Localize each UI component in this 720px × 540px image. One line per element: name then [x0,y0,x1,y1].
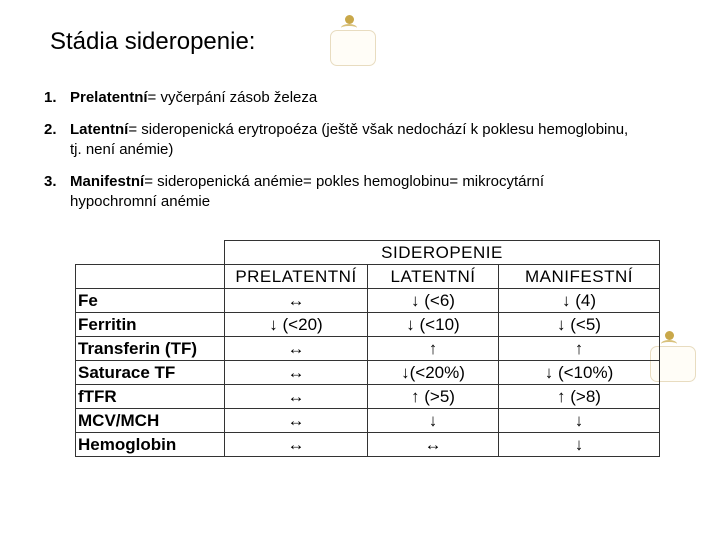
table-cell: ↓ (4) [499,289,660,313]
table-cell: ↔ [225,361,368,385]
empty-cell [76,265,225,289]
column-header: MANIFESTNÍ [499,265,660,289]
table-cell: ↑ [499,337,660,361]
list-item [44,88,630,108]
list-item [44,120,630,160]
table-cell: ↓ [499,433,660,457]
sideropenia-table [75,240,660,457]
row-label: Ferritin [76,313,225,337]
row-label: Hemoglobin [76,433,225,457]
table-cell: ↓ [368,409,499,433]
list-term: Latentní [70,121,129,138]
list-term: Prelatentní [70,89,148,106]
table-cell: ↓ (<20) [225,313,368,337]
column-header: LATENTNÍ [368,265,499,289]
row-label: MCV/MCH [76,409,225,433]
list-term: Manifestní [70,173,145,190]
table-cell: ↔ [368,433,499,457]
list-text: = vyčerpání zásob železa [147,89,318,106]
table-cell: ↓ (<5) [499,313,660,337]
list-text: = sideropenická erytropoéza (ještě však nedochází k poklesu hemoglobinu, tj. není anémie) [70,121,629,158]
table-cell: ↓(<20%) [368,361,499,385]
table-cell: ↔ [225,289,368,313]
table-cell: ↑ (>8) [499,385,660,409]
table-cell: ↑ [368,337,499,361]
table-cell: ↓ (<10%) [499,361,660,385]
table-cell: ↑ (>5) [368,385,499,409]
table-cell: ↔ [225,337,368,361]
empty-cell [76,241,225,265]
table-row [76,385,660,409]
group-header: SIDEROPENIE [225,241,660,265]
table-row [76,361,660,385]
list-number: 1. [44,89,57,106]
table-row [76,409,660,433]
table-cell: ↓ [499,409,660,433]
list-text: = sideropenická anémie= pokles hemoglobinu= mikrocytární hypochromní anémie [70,173,544,210]
table-row [76,433,660,457]
table-cell: ↔ [225,385,368,409]
table-cell: ↔ [225,433,368,457]
table-row [76,337,660,361]
row-label: Saturace TF [76,361,225,385]
table-row [76,289,660,313]
table-cell: ↓ (<10) [368,313,499,337]
slide-title: Stádia sideropenie: [50,28,256,55]
table-row [76,313,660,337]
row-label: fTFR [76,385,225,409]
table-cell: ↓ (<6) [368,289,499,313]
list-number: 3. [44,173,57,190]
row-label: Fe [76,289,225,313]
row-label: Transferin (TF) [76,337,225,361]
list-number: 2. [44,121,57,138]
list-item [44,172,630,212]
stages-list [44,88,630,224]
column-header: PRELATENTNÍ [225,265,368,289]
ornament-icon [330,30,376,66]
table-cell: ↔ [225,409,368,433]
